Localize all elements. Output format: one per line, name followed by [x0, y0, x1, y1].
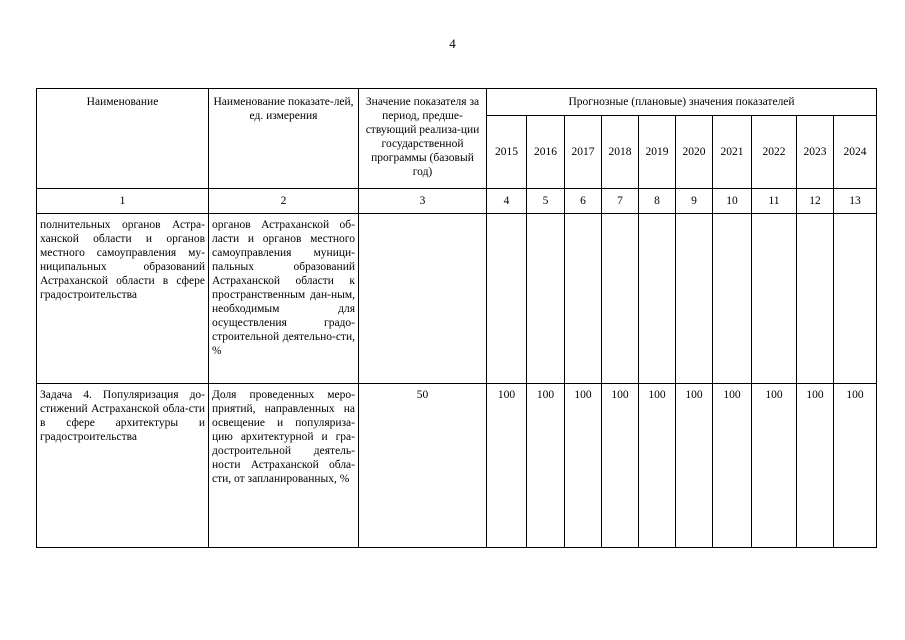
column-number: 12	[797, 189, 834, 214]
column-number: 5	[527, 189, 565, 214]
column-number: 4	[487, 189, 527, 214]
row-value: 100	[834, 384, 877, 548]
column-number: 13	[834, 189, 877, 214]
header-indicator: Наименование показате-лей, ед. измерения	[209, 89, 359, 189]
column-number: 6	[565, 189, 602, 214]
row-value: 100	[752, 384, 797, 548]
row-value: 100	[602, 384, 639, 548]
row-value: 100	[676, 384, 713, 548]
row-indicator: органов Астраханской об-ласти и органов местного самоуправления муници-пальных образований Астраханской области к пространственным дан-ным, необходимым для осуществления градо-строительной деятельно-сти, %	[209, 214, 359, 384]
column-number: 10	[713, 189, 752, 214]
row-indicator: Доля проведенных меро-приятий, направленных на освещение и популяриза-цию архитектурной и гра-достроительной деятель-ности Астраханской обла-сти, от запланированных, %	[209, 384, 359, 548]
row-value: 100	[565, 384, 602, 548]
row-value	[602, 214, 639, 384]
column-number: 8	[639, 189, 676, 214]
header-forecast: Прогнозные (плановые) значения показателей	[487, 89, 877, 116]
row-value: 100	[527, 384, 565, 548]
header-year: 2017	[565, 116, 602, 189]
column-numbers-row	[37, 189, 877, 214]
row-value	[834, 214, 877, 384]
row-value: 100	[639, 384, 676, 548]
row-value: 100	[797, 384, 834, 548]
row-value	[713, 214, 752, 384]
row-value	[752, 214, 797, 384]
header-year: 2023	[797, 116, 834, 189]
table-row	[37, 214, 877, 384]
row-value	[639, 214, 676, 384]
column-number: 3	[359, 189, 487, 214]
row-name: полнительных органов Астра-ханской области и органов местного самоуправления му-ниципальных образований Астраханской области в сфере градостроительства	[37, 214, 209, 384]
header-year: 2016	[527, 116, 565, 189]
page-number: 4	[449, 36, 456, 51]
row-value	[565, 214, 602, 384]
header-year: 2024	[834, 116, 877, 189]
header-year: 2019	[639, 116, 676, 189]
row-value: 100	[487, 384, 527, 548]
table-row	[37, 384, 877, 548]
row-value	[487, 214, 527, 384]
row-name: Задача 4. Популяризация до-стижений Астраханской обла-сти в сфере архитектуры и градостроительства	[37, 384, 209, 548]
column-number: 2	[209, 189, 359, 214]
header-year: 2021	[713, 116, 752, 189]
row-base-value	[359, 214, 487, 384]
row-value	[797, 214, 834, 384]
row-base-value: 50	[359, 384, 487, 548]
column-number: 11	[752, 189, 797, 214]
header-year: 2018	[602, 116, 639, 189]
row-value	[676, 214, 713, 384]
header-year: 2015	[487, 116, 527, 189]
indicators-table	[36, 88, 877, 548]
header-name: Наименование	[37, 89, 209, 189]
row-value: 100	[713, 384, 752, 548]
column-number: 7	[602, 189, 639, 214]
header-year: 2022	[752, 116, 797, 189]
row-value	[527, 214, 565, 384]
column-number: 9	[676, 189, 713, 214]
header-year: 2020	[676, 116, 713, 189]
header-base-value: Значение показателя за период, предше-ствующий реализа-ции государственной программы (базовый год)	[359, 89, 487, 189]
column-number: 1	[37, 189, 209, 214]
